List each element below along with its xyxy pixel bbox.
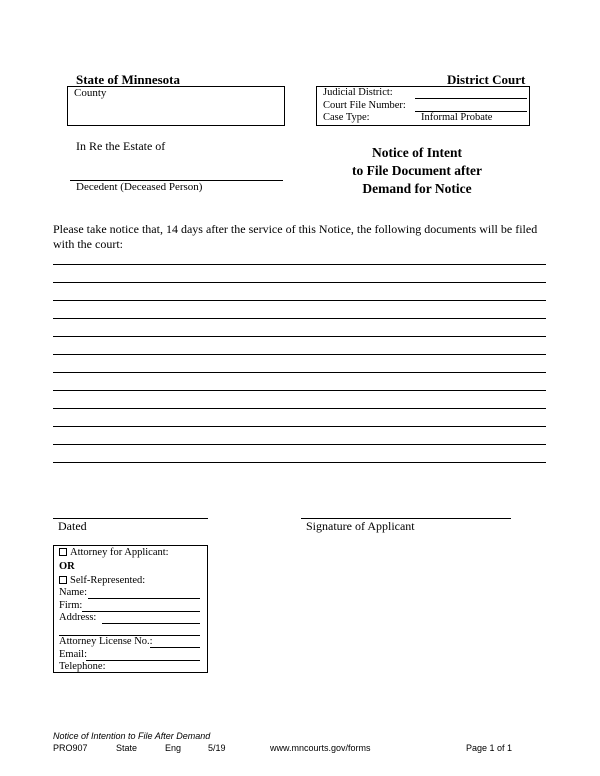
attorney-label: Attorney for Applicant:: [70, 547, 169, 558]
self-represented-option[interactable]: [59, 575, 145, 586]
court-file-number-label: Court File Number:: [323, 100, 406, 111]
document-entry-line[interactable]: [53, 426, 546, 427]
attorney-checkbox[interactable]: [59, 548, 67, 556]
case-type-value: Informal Probate: [421, 112, 493, 123]
name-field[interactable]: [88, 598, 200, 599]
telephone-field[interactable]: [106, 672, 200, 673]
title-line-3: Demand for Notice: [362, 181, 472, 196]
name-label: Name:: [59, 587, 87, 598]
case-info-box: [316, 86, 530, 126]
footer-language: Eng: [165, 743, 182, 753]
license-label: Attorney License No.:: [59, 636, 153, 647]
document-entry-line[interactable]: [53, 462, 546, 463]
footer-page-number: Page 1 of 1: [466, 743, 513, 753]
footer-jurisdiction: State: [116, 743, 138, 753]
document-entry-line[interactable]: [53, 408, 546, 409]
state-name: State of Minnesota: [76, 72, 180, 87]
title-line-1: Notice of Intent: [372, 145, 462, 160]
document-entry-line[interactable]: [53, 264, 546, 265]
notice-text: Please take notice that, 14 days after the service of this Notice, the following documents will be filed with the court:: [53, 222, 538, 251]
document-entry-line[interactable]: [53, 390, 546, 391]
county-label: County: [74, 87, 107, 99]
form-title: [310, 144, 524, 198]
judicial-district-field[interactable]: [415, 98, 527, 99]
document-entry-line[interactable]: [53, 282, 546, 283]
telephone-label: Telephone:: [59, 661, 106, 672]
contact-box: [53, 545, 208, 673]
self-represented-checkbox[interactable]: [59, 576, 67, 584]
firm-field[interactable]: [82, 611, 200, 612]
judicial-district-label: Judicial District:: [323, 87, 393, 98]
attorney-option[interactable]: [59, 547, 169, 558]
address-label: Address:: [59, 612, 97, 623]
document-entry-line[interactable]: [53, 444, 546, 445]
title-line-2: to File Document after: [351, 163, 483, 178]
footer-form-title: Notice of Intention to File After Demand: [53, 731, 211, 741]
document-entry-line[interactable]: [53, 300, 546, 301]
license-field[interactable]: [150, 647, 200, 648]
or-label: OR: [59, 561, 75, 572]
document-entry-line[interactable]: [53, 336, 546, 337]
email-label: Email:: [59, 649, 87, 660]
applicant-signature-label: Signature of Applicant: [306, 519, 415, 533]
court-name: District Court: [447, 72, 526, 87]
firm-label: Firm:: [59, 600, 83, 611]
document-entry-line[interactable]: [53, 372, 546, 373]
case-type-label: Case Type:: [323, 112, 370, 123]
footer-form-code: PRO907: [53, 743, 88, 753]
footer-website[interactable]: www.mncourts.gov/forms: [270, 743, 371, 753]
self-represented-label: Self-Represented:: [70, 575, 146, 586]
dated-label: Dated: [58, 519, 87, 533]
footer-revision: 5/19: [208, 743, 226, 753]
decedent-label: Decedent (Deceased Person): [76, 181, 203, 193]
document-entry-line[interactable]: [53, 354, 546, 355]
address-field-1[interactable]: [102, 623, 200, 624]
document-entry-line[interactable]: [53, 318, 546, 319]
in-re-label: In Re the Estate of: [76, 139, 166, 153]
county-box[interactable]: [67, 86, 285, 126]
